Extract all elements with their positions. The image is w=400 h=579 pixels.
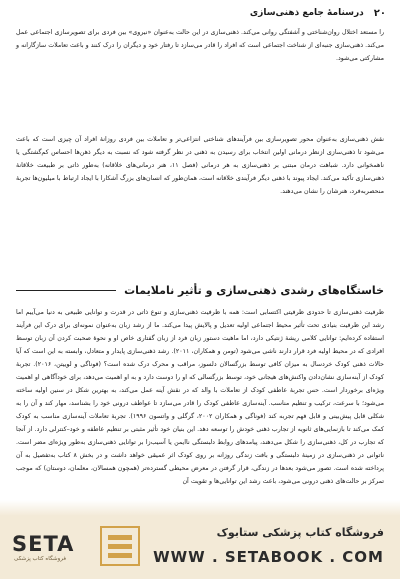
paragraph: نقش ذهنی‌سازی به‌عنوان محور تصویرسازی بین فرآیندهای شناختی انتزاعی‌تر و تعاملات بین فردی روزانهٔ افراد آن چیزی است که باعث می‌شود تا ذهنی‌سازی ازنظر درمانی اولین انتخاب برای رسیدن به ذهنی در نظر گرفته شود که نسبت به دیگر ذهن‌ها احساس کم‌گشتگی یا ناهمخوانی دارد. شباهت درمان مبتنی بر ذهنی‌سازی به هر درمانی (فصل ۱۱، هنر درمانی‌های خلاقانه) به‌طور ذاتی بر طبیعت خلاقانهٔ ذهنی‌سازی تأکید می‌کند. ایجاد پیوند با ذهنی دیگر فرآیندی خلاقانه است، همان‌طور که انسان‌های بزرگ آشکارا با ایجاد ارتباط با میلیون‌ها تجربهٔ منحصربه‌فرد، هنرشان را نشان می‌دهند. xyxy=(16,136,384,195)
book-stack-icon xyxy=(100,526,140,566)
paragraph: را مستعد اختلال روان‌شناختی و آشفتگی روانی می‌کند. ذهنی‌سازی در این حالت به‌عنوان «نیروی» بین فردی برای تصویرسازی اجتماعی عمل می‌کند. ذهنی‌سازی جنبه‌ای از شناخت اجتماعی است که افراد را قادر می‌سازد تا رفتار خود و دیگران را درک کنند و باعث تعاملات سازگارانه و مشارکتی می‌شود. xyxy=(16,29,384,62)
page-header xyxy=(14,5,386,21)
store-logo xyxy=(10,526,140,568)
paragraph-middle xyxy=(16,133,384,198)
paragraph-top xyxy=(16,26,384,65)
section-rule xyxy=(16,290,116,291)
logo-tagline: فروشگاه کتاب پزشکی xyxy=(14,556,66,562)
watermark-footer xyxy=(0,516,400,579)
store-url-link[interactable]: WWW . SETABOOK . COM xyxy=(153,548,384,566)
paragraph-bottom xyxy=(16,306,384,488)
page-number: ۲۰ xyxy=(373,7,386,19)
footer-fade xyxy=(0,500,400,516)
logo-wordmark: SETA xyxy=(12,532,75,556)
store-name: فروشگاه کتاب پزشکی ستابوک xyxy=(216,526,384,539)
section-title: خاستگاه‌های رشدی ذهنی‌سازی و تأثیر ناملایمات xyxy=(124,283,384,297)
running-title: درسنامهٔ جامع ذهنی‌سازی xyxy=(249,8,364,18)
paragraph: ظرفیت ذهنی‌سازی تا حدودی ظرفیتی اکتسابی است: همه با ظرفیت ذهنی‌سازی و تنوع ذاتی در قدرت و توانایی طبیعی به دنیا می‌آییم اما رشد این ظرفیت بنیادی تحت تأثیر محیط اجتماعی اولیه تعدیل و پالایش پیدا می‌کند. ما از رشد زبان به‌عنوان نمونه‌ای برای درک این فرآیند استفاده کرده‌ایم: توانایی کلامی ریشهٔ ژنتیکی دارد، اما ماهیت دستور زبان فرد از زبان گفتاری خاص او و نحوهٔ صحبت کردن آن زبان توسط افرادی که در محیط اولیه فرد قرار دارند ناشی می‌شود (تومن و همکاران، ۲۰۱۱). رشد ذهنی‌سازی پایدار و متعادل، وابسته به این است که آیا حالات ذهنی کودک خردسال به میزان کافی توسط بزرگسالان دلسوز، مراقب و محرک درک شده است؟ (فوناگی و لوییتن، ۲۰۱۶). تجربهٔ کودک از آینه‌سازی نشان‌دادن واکنش‌های هیجانی خود، توسط بزرگسالی که او را دوست دارد و به او اهمیت می‌دهد، برای خودآگاهی او اهمیت ویژه‌ای برخوردار است. حس تجربهٔ عاطفی کودک از تعاملات با والد که در نقش آینه عمل می‌کند، به بهترین شکل در سنین اولیه ساخته می‌شود؛ با سرعت، ترکیب و تنظیم مناسب. آینه‌سازی عاطفی کودک را قادر می‌سازد تا عواطف درونی خود را بشناسد، مهار کند و آن را به شکلی قابل پیش‌بینی و قابل فهم تجربه کند (فوناگی و همکاران ۲۰۰۲، گرگلی و واتسون ۱۹۹۶). تجربهٔ تعاملات آینه‌سازی مناسب به کودک کمک می‌کند تا بازنمایی‌های ثانویه از تجارب ذهنی خودش را توسعه دهد. این بنیان خود تأثیر مثبتی بر تنظیم عاطفه و خود–کنترلی دارد. از آنجا که تجارب در کل، ذهنی‌سازی را شکل می‌دهند، پیامدهای روابط دلبستگی ناایمن یا آسیب‌زا بر توانایی ذهنی‌سازی به‌طور ویژه‌ای مضر است. ناتوانی در ذهنی‌سازی در زمینهٔ دلبستگی و بافت زندگی روزانه بر روی کودک اثر عمیقی خواهد داشت و در بخش ۸ کتاب به‌تفصیل به آن پرداخته شده است. تصور می‌شود بعدها در زندگی، قرار گرفتن در معرض محیطی گسترده‌تر (همچون همسالان، معلمان، دوستان) که موجب تمرکز بر حالت‌های ذهنی درونی می‌شود، باعث رشد این توانایی‌ها و تقویت آن xyxy=(16,309,385,485)
section-heading xyxy=(16,279,384,301)
